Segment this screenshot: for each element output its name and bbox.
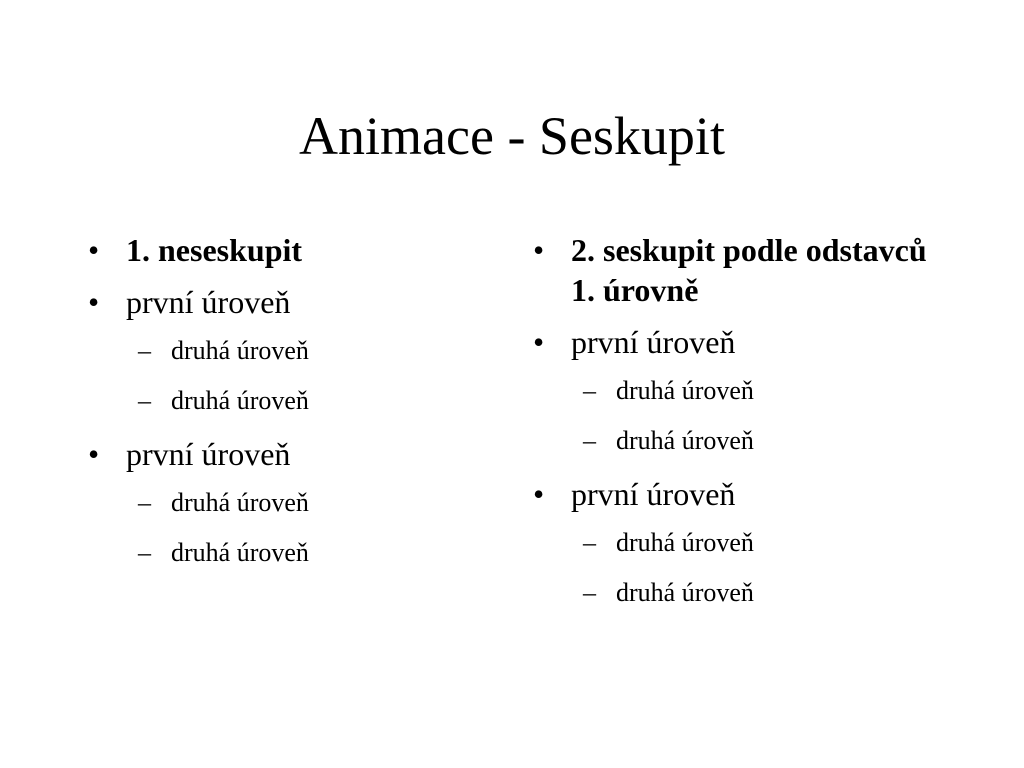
second-level-label: druhá úroveň bbox=[616, 376, 754, 405]
list-subitem bbox=[533, 374, 933, 408]
right-heading: 2. seskupit podle odstavců 1. úrovně bbox=[571, 232, 927, 308]
second-level-label: druhá úroveň bbox=[171, 336, 309, 365]
dash-icon: – bbox=[138, 386, 151, 415]
second-level-label: druhá úroveň bbox=[616, 528, 754, 557]
bullet-icon: • bbox=[533, 476, 545, 512]
second-level-label: druhá úroveň bbox=[171, 386, 309, 415]
bullet-icon: • bbox=[88, 436, 100, 472]
first-level-label: první úroveň bbox=[126, 284, 291, 320]
first-level-label: první úroveň bbox=[126, 436, 291, 472]
list-subitem bbox=[88, 486, 488, 520]
list-item bbox=[533, 322, 933, 362]
bullet-icon: • bbox=[88, 232, 100, 268]
list-subitem bbox=[88, 334, 488, 368]
bullet-icon: • bbox=[88, 284, 100, 320]
list-item bbox=[88, 434, 488, 474]
dash-icon: – bbox=[583, 578, 596, 607]
second-level-label: druhá úroveň bbox=[171, 488, 309, 517]
slide-title: Animace - Seskupit bbox=[299, 106, 725, 166]
right-group-2 bbox=[533, 474, 933, 610]
bullet-icon: • bbox=[533, 232, 545, 268]
list-subitem bbox=[533, 424, 933, 458]
right-group-1 bbox=[533, 322, 933, 458]
second-level-label: druhá úroveň bbox=[616, 578, 754, 607]
second-level-label: druhá úroveň bbox=[616, 426, 754, 455]
left-group-1 bbox=[88, 282, 488, 418]
list-item bbox=[88, 282, 488, 322]
dash-icon: – bbox=[138, 336, 151, 365]
dash-icon: – bbox=[583, 376, 596, 405]
list-subitem bbox=[533, 526, 933, 560]
first-level-label: první úroveň bbox=[571, 324, 736, 360]
list-subitem bbox=[533, 576, 933, 610]
dash-icon: – bbox=[138, 488, 151, 517]
left-heading: 1. neseskupit bbox=[126, 232, 303, 268]
list-item bbox=[533, 474, 933, 514]
first-level-label: první úroveň bbox=[571, 476, 736, 512]
dash-icon: – bbox=[583, 426, 596, 455]
list-subitem bbox=[88, 384, 488, 418]
left-heading-item bbox=[88, 230, 488, 270]
second-level-label: druhá úroveň bbox=[171, 538, 309, 567]
dash-icon: – bbox=[583, 528, 596, 557]
left-group-2 bbox=[88, 434, 488, 570]
dash-icon: – bbox=[138, 538, 151, 567]
right-column bbox=[533, 230, 933, 626]
right-heading-item bbox=[533, 230, 933, 310]
left-column bbox=[88, 230, 488, 586]
bullet-icon: • bbox=[533, 324, 545, 360]
list-subitem bbox=[88, 536, 488, 570]
